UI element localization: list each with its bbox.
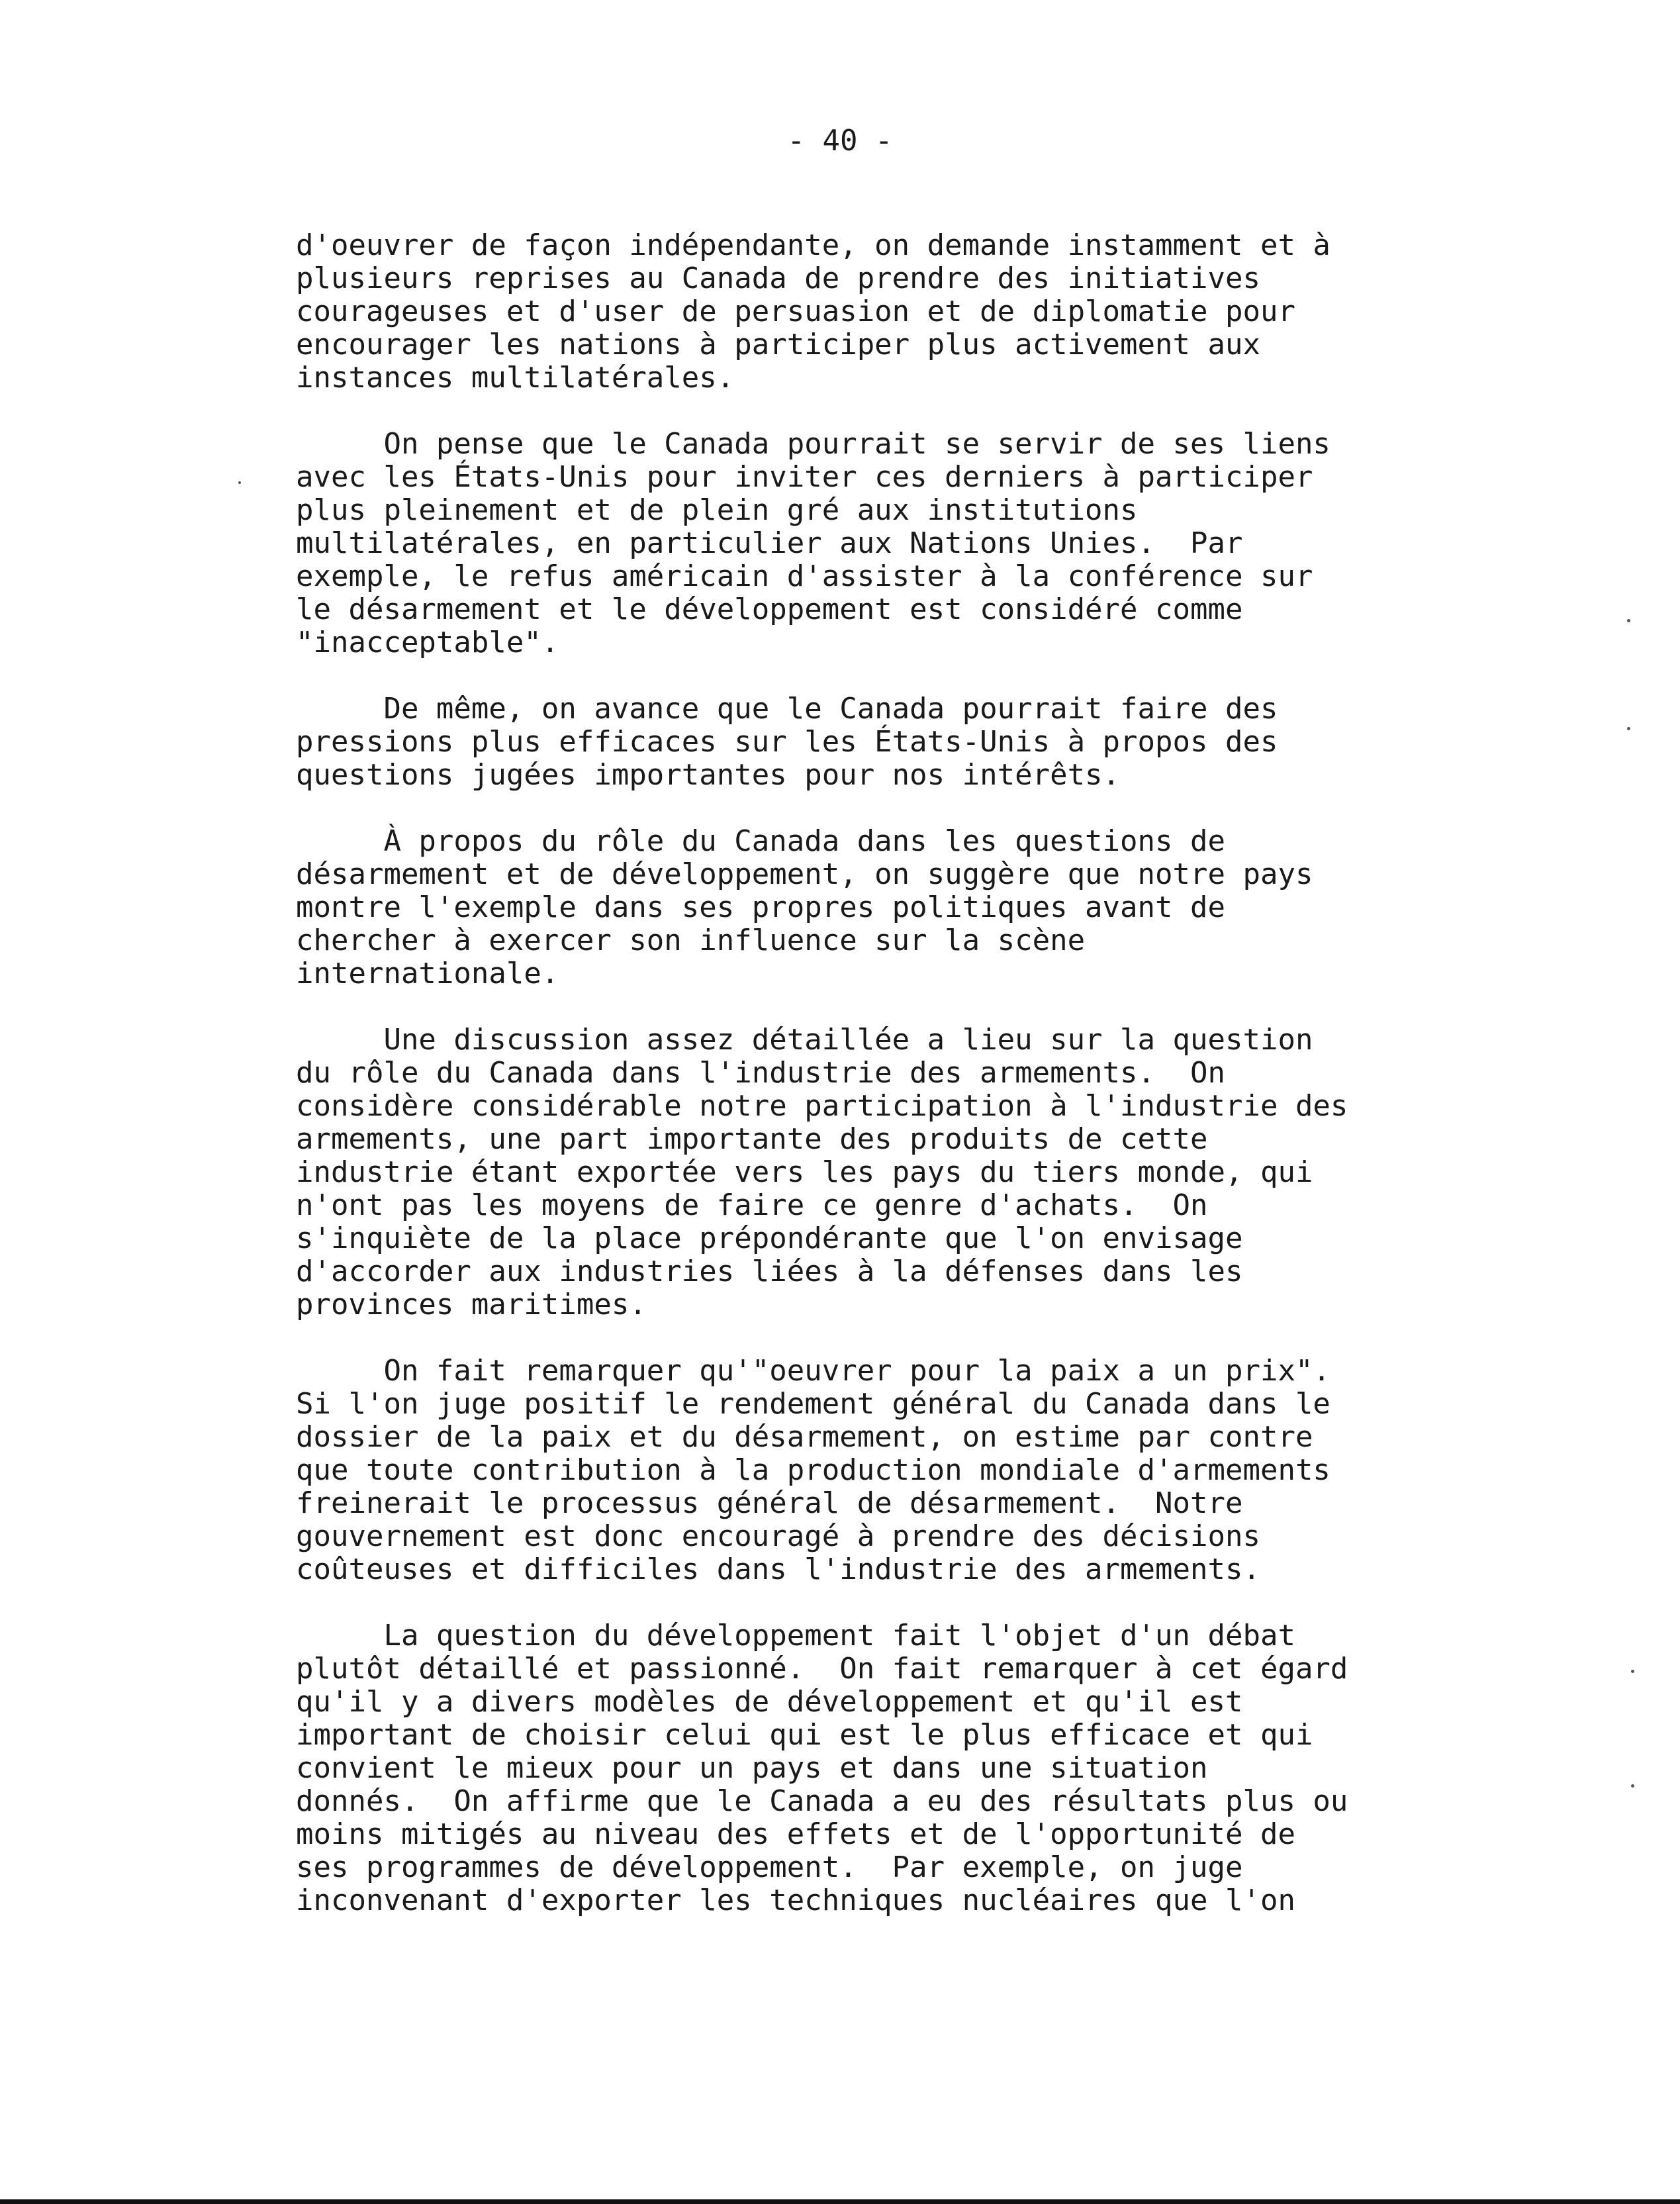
text-line: "inacceptable".	[296, 626, 559, 659]
text-line: La question du développement fait l'objet d'un débat	[296, 1619, 1295, 1653]
text-line: plutôt détaillé et passionné. On fait remarquer à cet égard	[296, 1652, 1348, 1686]
scan-speck	[1627, 727, 1630, 730]
text-line: avec les États-Unis pour inviter ces derniers à participer	[296, 460, 1313, 494]
text-line: Si l'on juge positif le rendement général du Canada dans le	[296, 1387, 1330, 1421]
text-line: inconvenant d'exporter les techniques nucléaires que l'on	[296, 1884, 1295, 1917]
text-line: À propos du rôle du Canada dans les questions de	[296, 824, 1225, 858]
text-line: qu'il y a divers modèles de développement et qu'il est	[296, 1685, 1243, 1719]
text-line: d'oeuvrer de façon indépendante, on demande instamment et à	[296, 228, 1330, 262]
text-line: Une discussion assez détaillée a lieu sur la question	[296, 1023, 1313, 1057]
text-line: convient le mieux pour un pays et dans une situation	[296, 1751, 1208, 1785]
text-line: n'ont pas les moyens de faire ce genre d'achats. On	[296, 1188, 1208, 1222]
text-line: pressions plus efficaces sur les États-Unis à propos des	[296, 725, 1278, 759]
paragraph	[296, 1619, 1554, 1917]
text-line: d'accorder aux industries liées à la défenses dans les	[296, 1255, 1243, 1288]
scan-speck	[1631, 1784, 1634, 1788]
text-line: montre l'exemple dans ses propres politiques avant de	[296, 890, 1225, 924]
text-line: chercher à exercer son influence sur la scène	[296, 924, 1086, 957]
text-line: exemple, le refus américain d'assister à la conférence sur	[296, 559, 1313, 593]
text-line: plus pleinement et de plein gré aux institutions	[296, 493, 1138, 527]
text-line: instances multilatérales.	[296, 361, 735, 395]
scan-speck	[238, 481, 241, 484]
text-line: gouvernement est donc encouragé à prendre des décisions	[296, 1519, 1260, 1553]
text-line: On fait remarquer qu'"oeuvrer pour la paix a un prix".	[296, 1354, 1330, 1388]
text-line: coûteuses et difficiles dans l'industrie des armements.	[296, 1553, 1260, 1586]
document-body	[296, 229, 1554, 1950]
paragraph	[296, 825, 1554, 990]
text-line: De même, on avance que le Canada pourrait faire des	[296, 692, 1278, 726]
text-line: multilatérales, en particulier aux Nations Unies. Par	[296, 526, 1243, 560]
text-line: dossier de la paix et du désarmement, on estime par contre	[296, 1420, 1313, 1454]
text-line: encourager les nations à participer plus activement aux	[296, 328, 1260, 361]
text-line: désarmement et de développement, on suggère que notre pays	[296, 857, 1313, 891]
text-line: important de choisir celui qui est le plus efficace et qui	[296, 1718, 1313, 1752]
paragraph	[296, 1355, 1554, 1586]
text-line: industrie étant exportée vers les pays du tiers monde, qui	[296, 1155, 1313, 1189]
text-line: s'inquiète de la place prépondérante que l'on envisage	[296, 1222, 1243, 1255]
scan-speck	[1627, 619, 1630, 622]
text-line: armements, une part importante des produits de cette	[296, 1122, 1208, 1156]
text-line: que toute contribution à la production mondiale d'armements	[296, 1453, 1330, 1487]
text-line: plusieurs reprises au Canada de prendre des initiatives	[296, 262, 1260, 295]
text-line: considère considérable notre participation à l'industrie des	[296, 1089, 1348, 1123]
text-line: courageuses et d'user de persuasion et de diplomatie pour	[296, 295, 1295, 328]
text-line: provinces maritimes.	[296, 1288, 647, 1321]
scan-bottom-edge	[0, 2199, 1680, 2204]
paragraph	[296, 693, 1554, 792]
text-line: moins mitigés au niveau des effets et de l'opportunité de	[296, 1817, 1295, 1851]
text-line: questions jugées importantes pour nos intérêts.	[296, 758, 1121, 792]
text-line: ses programmes de développement. Par exemple, on juge	[296, 1850, 1243, 1884]
paragraph	[296, 428, 1554, 659]
text-line: freinerait le processus général de désarmement. Notre	[296, 1486, 1243, 1520]
text-line: du rôle du Canada dans l'industrie des armements. On	[296, 1056, 1225, 1090]
paragraph	[296, 1024, 1554, 1321]
scan-speck	[1631, 1670, 1634, 1673]
page-number: - 40 -	[787, 124, 893, 158]
paragraph	[296, 229, 1554, 395]
text-line: donnés. On affirme que le Canada a eu des résultats plus ou	[296, 1784, 1348, 1818]
text-line: le désarmement et le développement est considéré comme	[296, 593, 1243, 626]
text-line: On pense que le Canada pourrait se servir de ses liens	[296, 427, 1330, 461]
text-line: internationale.	[296, 957, 559, 990]
